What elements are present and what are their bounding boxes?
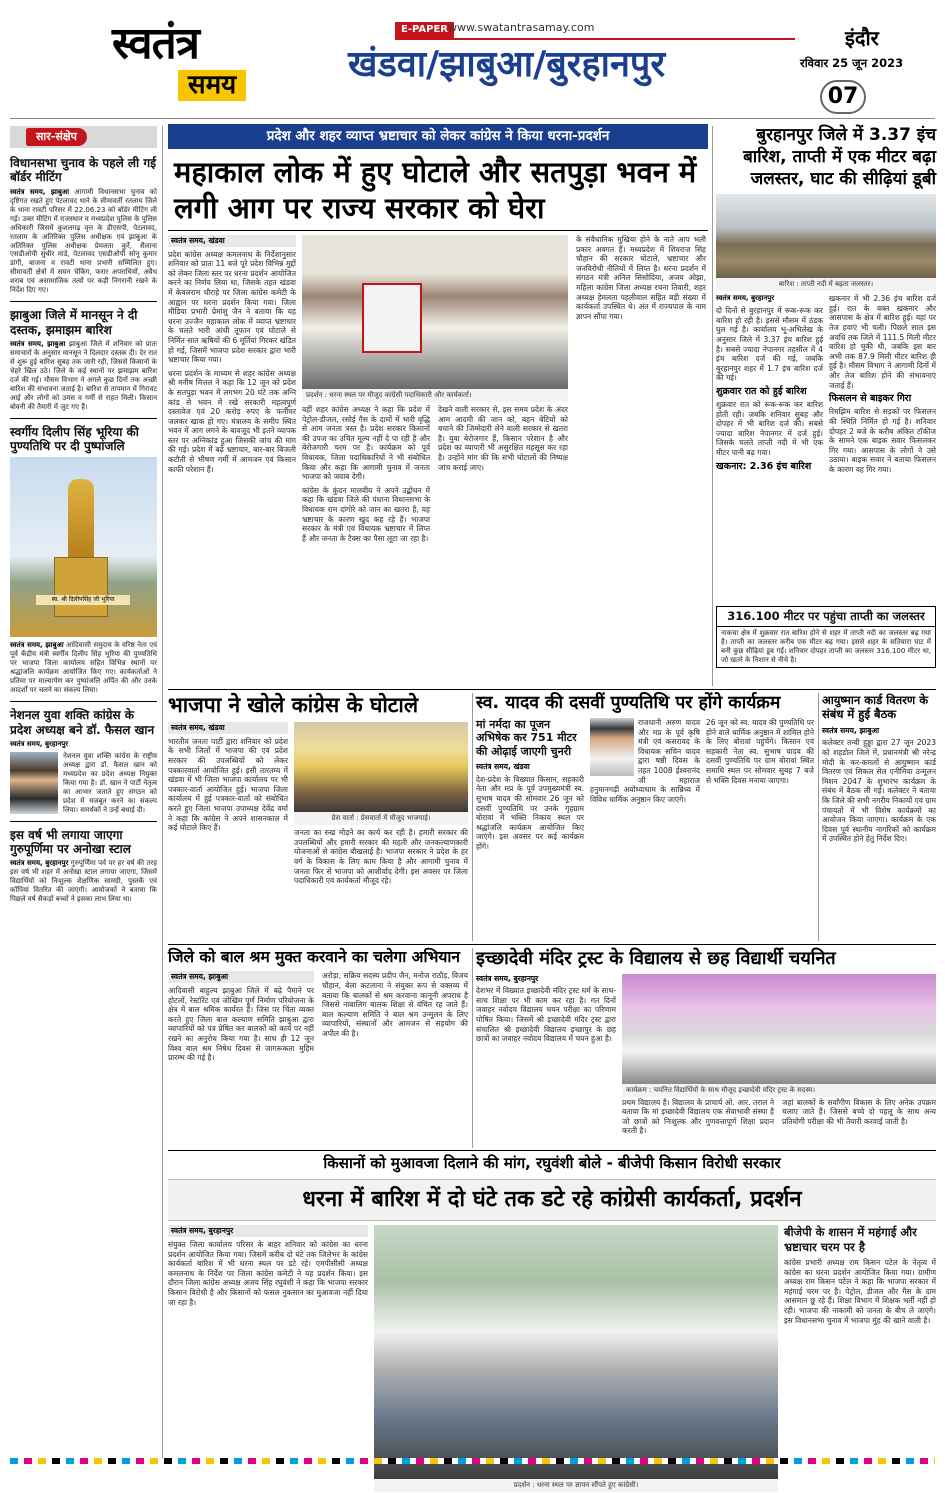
yadav-deck: मां नर्मदा का पूजन अभिषेक कर 751 मीटर की ओढ़ाई जाएगी चुनरी xyxy=(476,718,577,758)
bjp-text-1: भारतीय जनता पार्टी द्वारा शनिवार को प्रदेश के सभी जिलों में भाजपा की एवं प्रदेश सरकार की उपलब्धियों को लेकर पत्रकारवार्ता आयोजित हुई। इसी तारतम्य में खंडवा में भी जिला भाजपा कार्यालय पर भी पत्रकार-वार्ता आयोजित हुई। भाजपा जिला कार्यालय में हुई पत्रकार-वार्ता को संबोधित करते हुए जिला भाजपा उपाध्यक्ष देवेंद्र वर्मा ने कहा कि कांग्रेस ने अपने शासनकाल में कई घोटाले किए हैं। xyxy=(168,736,288,833)
bjp-text-2: जनता का रुख मोड़ने का कार्य कर रही है। हमारी सरकार की उपलब्धियों और हमारी सरकार की महती और जनकल्याणकारी योजनाओं से कांग्रेस बौखलाई है। भाजपा सरकार ने प्रदेश के हर वर्ग के विकास के लिए काम किया है और आगामी चुनाव में जनता फिर से भाजपा को आशीर्वाद देगी। इस अवसर पर जिला पदाधिकारी एवं कार्यकर्ता मौजूद रहे। xyxy=(294,828,468,886)
farmer-subhead: बीजेपी के शासन में महंगाई और भ्रष्टाचार चरम पर है xyxy=(784,1225,917,1254)
yadav-headline: स्व. यादव की दसवीं पुण्यतिथि पर होंगे कार्यक्रम xyxy=(476,693,781,713)
epaper-label: E-PAPER xyxy=(395,22,454,39)
sidebar-s1-body xyxy=(10,188,157,295)
sidebar-s2-body xyxy=(10,340,157,412)
sidebar-s3-title: स्वर्गीय दिलीप सिंह भूरिया की पुण्यतिथि पर दी पुष्पांजलि xyxy=(10,424,139,454)
section-divider xyxy=(168,944,936,945)
sidebar-header xyxy=(10,126,157,148)
bjp-byline: स्वतंत्र समय, खंडवा xyxy=(168,722,288,734)
school-text-3: जहां बालकों के सर्वांगीण विकास के लिए अनेक उपक्रम चलाए जाते हैं। जिससे बच्चे दो पहलू के साथ अन्य प्रतियोगी परीक्षा की भी तैयारी करवाई जाती है। xyxy=(782,1097,936,1126)
rain-text-2: शुक्रवार रात को रूक-रूक कर बारिश होती रही। जबकि शनिवार सुबह और दोपहर में भी बारिश दर्ज की। सबसे ज्यादा बारिश नेपानगर में दर्ज हुई। जिसके चलते ताप्ती नदी में भी एक मीटर पानी बढ़ गया। xyxy=(716,400,823,458)
sidebar-s2-byline: स्वतंत्र समय, झाबुआ xyxy=(10,340,66,348)
lead-text-6: के संवैधानिक मुखिया होने के नाते आप भली प्रकार अवगत हैं। मध्यप्रदेश में शिवराज सिंह चौहान की सरकार घोटाले, भ्रष्टाचार और जनविरोधी नीतियों में लिप्त है। धरना प्रदर्शन में संगठन मंत्री अनिल सिसोदिया, अजय ओझा, महिला कांग्रेस जिला अध्यक्ष रचना तिवारी, शहर अध्यक्ष हेमलता पहलीवाल सहित बड़ी संख्या में कार्यकर्ता उपस्थित थे। अंत में राज्यपाल के नाम ज्ञापन सौंपा गया। xyxy=(576,235,706,321)
bjp-headline: भाजपा ने खोले कांग्रेस के घोटाले xyxy=(168,693,419,717)
farmer-photo-caption: प्रदर्शन : धरना स्थल पर ज्ञापन सौंपते हुए कांग्रेसी। xyxy=(374,1479,778,1492)
lead-headline: महाकाल लोक में हुए घोटाले और सतपुड़ा भवन में लगी आग पर राज्य सरकार को घेरा xyxy=(174,155,697,225)
column-divider xyxy=(472,693,473,941)
divider xyxy=(10,418,157,419)
rain-text-3: खकनार में भी 2.36 इंच बारिश दर्ज हुई। रात के वक्त खकनार और आसपास के क्षेत्र में बारिश हुई। यहां पर तेज हवाएं भी चली। पिछले साल इस अवधि तक जिले में 111.5 मिली मीटर बारिश हो चुकी थी, जबकि इस बार अभी तक 87.9 मिली मीटर बारिश ही हुई है। मौसम विभाग ने आगामी दिनों में और तेज बारिश होने की संभावनाएं जताई हैं। xyxy=(829,294,936,390)
portrait-photo xyxy=(10,752,58,814)
school-text-1: देशभर में विख्यात इच्छादेवी मंदिर ट्रस्ट धर्म के साथ-साथ शिक्षा पर भी काम कर रहा है। गत दिनों जवाहर नवोदय विद्यालय चयन परीक्षा का परिणाम घोषित किया। जिसमें श्री इच्छादेवी मंदिर ट्रस्ट द्वारा संचालित श्री इच्छादेवी विद्यालय इच्छापुर के छह छात्रों का जवाहर नवोदय विद्यालय में चयन हुआ है। xyxy=(476,986,616,1044)
sidebar-s5-body xyxy=(10,859,157,904)
column-divider xyxy=(818,693,819,941)
rain-headline: बुरहानपुर जिले में 3.37 इंच बारिश, ताप्ती में एक मीटर बढ़ा जलस्तर, घाट की सीढ़ियां डूबी xyxy=(743,125,936,190)
lead-text-4: कांग्रेस के कुंदन मालवीय ने अपने उद्बोधन में कहा कि खंडवा जिले की पंधाना विधानसभा के विधायक राम दांगोरे को जान का खतरा है, यह भ्रष्टाचार के कारण खुद कह रहे हैं। भाजपा सरकार के मंत्री एवं विधायक भ्रष्टाचार में लिप्त हैं और जनता के टैक्स का पैसा लूटा जा रहा है। xyxy=(302,485,430,543)
rain-text-4: रिमझिम बारिश से सड़कों पर फिसलन की स्थिति निर्मित हो गई है। शनिवार दोपहर 2 बजे के करीब अंकित टॉकीज के सामने एक बाइक सवार फिसलकर गिर गया। आसपास के लोगों ने उसे उठाया। बाइक सवार ने बताया फिसलन के कारण वह गिर गया। xyxy=(829,407,936,474)
child-labour-story xyxy=(168,948,468,1148)
lead-photo-caption: प्रदर्शन : धरना स्थल पर मौजूद कांग्रेसी पदाधिकारी और कार्यकर्ता। xyxy=(302,389,568,402)
lead-text-2: धरना प्रदर्शन के माध्यम से शहर कांग्रेस अध्यक्ष श्री मनीष मित्तल ने कहा कि 12 जून को प्रदेश के सतपुड़ा भवन में लगभग 20 घंटे तक अग्नि कांड से भवन में रखे सरकारी महत्वपूर्ण दस्तावेज एवं 20 करोड़ रुपए के फर्नीचर जलकर खाक हो गए। मंत्रालय के समीप स्थित भवन में आग लगने के बावजूद भी इतने व्यापक स्तर पर अग्निकांड हुआ जिसकी जांच की मांग की गई। प्रदेश में बढ़े भ्रष्टाचार, बार-बार बिजली कटौती से भीषण गर्मी में आमजन एवं किसान काफी परेशान हैं। xyxy=(168,368,296,474)
divider xyxy=(10,701,157,702)
ayushman-story xyxy=(822,693,936,941)
website-link[interactable]: www.swatantrasamay.com xyxy=(448,21,595,34)
bjp-photo-caption: प्रेस वार्ता : प्रेसवार्ता में मौजूद भाजपाई। xyxy=(294,812,468,825)
child-text-2: अरोड़ा, सक्रिय सदस्य प्रदीप जैन, मनोज राठौड़, विजय चौहान, बेला कटलाना ने संयुक्त रूप से वक्तव्य में बताया कि बालकों से श्रम करवाना कानूनी अपराध है जिससे नाबालिग बालक शिक्षा से वंचित रह जाते हैं। बाल कल्याण समिति ने बाल श्रम उन्मूलन के लिए व्यापारियों, संस्थानों और आमजन से सहयोग की अपील की है। xyxy=(322,971,468,1038)
page-number: 07 xyxy=(820,80,866,114)
masthead xyxy=(0,0,945,118)
bjp-photo xyxy=(294,722,468,812)
ayushman-byline: स्वतंत्र समय, झाबुआ xyxy=(822,725,880,735)
child-text-1: आदिवासी बाहुल्य झाबुआ जिले में बढ़े पैमाने पर होटलों, रेस्टॉरेंट एवं जोखिम पूर्ण निर्माण परियोजना के क्षेत्र में बाल श्रमिक कार्यरत हैं। जिस पर चिंता व्यक्त करते हुए जिला बाल कल्याण समिति झाबुआ द्वारा व्यापारियों को पत्र प्रेषित कर बालकों को कार्य पर नहीं रखने का अनुरोध किया गया है। साथ ही 12 जून विश्व बाल श्रम निषेध दिवस से जागरूकता मुहिम प्रारम्भ की गई है। xyxy=(168,985,314,1063)
sidebar-s1-title: विधानसभा चुनाव के पहले ली गई बॉर्डर मीटिंग xyxy=(10,156,156,185)
school-headline: इच्छादेवी मंदिर ट्रस्ट के विद्यालय से छह विद्यार्थी चयनित xyxy=(476,948,836,969)
column-divider xyxy=(472,948,473,1148)
logo-swatantra: स्वतंत्र xyxy=(112,18,199,69)
ayushman-headline: आयुष्मान कार्ड वितरण के संबंध में हुई बैठक xyxy=(822,693,929,722)
sidebar-s2-title: झाबुआ जिले में मानसून ने दी दस्तक, झमाझम बारिश xyxy=(10,308,138,337)
farmer-text-1: संयुक्त जिला कार्यालय परिसर के बाहर शनिवार को कांग्रेस का धरना प्रदर्शन आयोजित किया गया। जिसमें करीब दो घंटे तक जिलेभर के कांग्रेस कार्यकर्ता बारिश में भी धरना स्थल पर डटे रहे। एमपीसीसी अध्यक्ष कमलनाथ के निर्देश पर जिला कांग्रेस कमेटी ने यह प्रदर्शन किया। इस दौरान जिला कांग्रेस अध्यक्ष अजय सिंह रघुवंशी ने कहा कि भाजपा सरकार किसान विरोधी है और किसानों को फसल नुकसान का मुआवजा नहीं दिया जा रहा है। xyxy=(168,1239,368,1307)
rain-sub-2: खकनार: 2.36 इंच बारिश xyxy=(716,460,812,472)
sidebar-s3-text: आदिवासी समुदाय के वरिष्ठ नेता एवं पूर्व केंद्रीय मंत्री स्वर्गीय दिलीप सिंह भूरिया की पुण्यतिथि पर भाजपा जिला कार्यालय सहित विभिन्न स्थानों पर श्रद्धांजलि कार्यक्रम आयोजित किए गए। कार्यकर्ताओं ने प्रतिमा पर माल्यार्पण कर पुष्पांजलि अर्पित की और उनके आदर्शों पर चलने का संकल्प लिया। xyxy=(10,641,157,695)
lead-text-5: देखने वाली सरकार से, इस समय प्रदेश के अंदर आम आदमी की जान को, बहन बेटियों को बचाने की जिम्मेदारी लेने वाली सरकार से खतरा है। युवा बेरोजगार हैं, किसान परेशान है और प्रदेश का व्यापारी भी असुरक्षित महसूस कर रहा है। उन्होंने मांग की कि सभी घोटालों की निष्पक्ष जांच कराई जाए। xyxy=(438,405,568,472)
sidebar-s4-byline: स्वतंत्र समय, बुरहानपुर xyxy=(10,739,69,748)
section-divider xyxy=(168,689,936,690)
sidebar-s2-text: झाबुआ जिले में शनिवार को प्रातः समाचारों के अनुसार मानसून ने दिलदार दस्तक दी। देर रात से शुरू हुई बारिश सुबह तक जारी रही, जिससे किसानों के चेहरे खिल उठे। जिले के कई स्थानों पर झमाझम बारिश दर्ज की गई। मौसम विभाग ने अगले कुछ दिनों तक अच्छी बारिश की संभावना जताई है। बारिश से तापमान में गिरावट आई और लोगों को उमस व गर्मी से राहत मिली। किसान बोवनी की तैयारी में जुट गए हैं। xyxy=(10,340,157,411)
yadav-text-3: 26 जून को स्व. यादव की पुण्यतिथि पर होने वाले धार्मिक अनुष्ठान में शामिल होने के लिए बोरावां पहुंचेंगे। किसान एवं सहकारी नेता स्व. सुभाष यादव की दसवीं पुण्यतिथि पर ग्राम बोरावां स्थित समाधि स्थल पर सोमवार सुबह 7 बजे से भक्ति दिवस मनाया जाएगा। xyxy=(706,718,814,785)
yadav-portrait xyxy=(590,718,634,776)
sidebar-s4-text: नेशनल युवा शक्ति कांग्रेस के राष्ट्रीय अध्यक्ष द्वारा डॉ. फैसल खान को मध्यप्रदेश का प्रदेश अध्यक्ष नियुक्त किया गया है। डॉ. खान ने पार्टी नेतृत्व का आभार जताते हुए संगठन को प्रदेश में मजबूत करने का संकल्प लिया। समर्थकों ने उन्हें बधाई दी। xyxy=(63,751,157,814)
sidebar-s5-title: इस वर्ष भी लगाया जाएगा गुरुपूर्णिमा पर अनोखा स्टाल xyxy=(10,827,131,856)
sidebar-s5-byline: स्वतंत्र समय, बुरहानपुर xyxy=(10,859,69,868)
sidebar-s1-text: आगामी विधानसभा चुनाव को दृष्टिगत रखते हुए पेटलावद थाने के सीमावर्ती रतलाम जिले के थाना रावटी परिसर में 22.06.23 को बॉर्डर मीटिंग ली गई। उक्त मीटिंग में राजस्थान व मध्यप्रदेश पुलिस के पुलिस अधिकारी जिसमें कुशलगढ़ वृत्त के डीएसपी, पेटलावद, रतलाम के अतिरिक्त पुलिस अधीक्षक एवं झाबुआ के अतिरिक्त पुलिस अधीक्षक प्रेमलता कुर्रे, सैलाना एसडीओपी सुधीर मांडे, पेटलावद एसडीओपी सोनू कुमार डांगी, बाजना व रावटी थाना प्रभारी सम्मिलित हुए। सीमावर्ती क्षेत्रों में सघन चेकिंग, फरार अपराधियों, अवैध शराब एवं असामाजिक तत्वों पर कड़ी निगरानी रखने के निर्देश दिए गए। xyxy=(10,187,157,295)
issue-date: रविवार 25 जून 2023 xyxy=(800,56,904,70)
school-col-3 xyxy=(782,1098,936,1146)
farmer-byline: स्वतंत्र समय, बुरहानपुर xyxy=(168,1225,368,1237)
city-name: इंदौर xyxy=(845,26,879,50)
rain-story xyxy=(716,124,936,686)
child-headline: जिले को बाल श्रम मुक्त करवाने का चलेगा अभियान xyxy=(168,948,460,966)
rain-box xyxy=(716,606,936,668)
lead-col-1 xyxy=(168,235,296,675)
sidebar-s4-title: नेशनल युवा शक्ति कांग्रेस के प्रदेश अध्यक्ष बने डॉ. फैसल खान xyxy=(10,708,155,737)
print-color-bar xyxy=(10,1458,935,1464)
farmer-photo xyxy=(374,1225,778,1479)
bjp-story xyxy=(168,693,468,941)
edition-name: खंडवा/झाबुआ/बुरहानपुर xyxy=(348,44,666,85)
ayushman-text: कलेक्टर तन्वी हुड्डा द्वारा 27 जून 2023 को शहडोल जिले में, प्रधानमंत्री श्री नरेन्द्र मोदी के कर-कमलों से आयुष्मान कार्ड वितरण एवं सिकल सेल एनीमिया उन्मूलन मिशन 2047 के शुभारंभ कार्यक्रम के संबंध में बैठक ली गई। कलेक्टर ने बताया कि जिले की सभी नगरीय निकायों एवं ग्राम पंचायतों में भी विशेष कार्यक्रमों का आयोजन किया जाएगा। कार्यक्रम के एक दिवस पूर्व स्थानीय नागरिकों को कार्यक्रम में उपस्थित होने हेतु निर्देश दिए। xyxy=(822,738,936,844)
child-byline: स्वतंत्र समय, झाबुआ xyxy=(168,971,314,983)
masthead-bottom-rule xyxy=(10,118,935,119)
sidebar-s3-byline: स्वतंत्र समय, झाबुआ xyxy=(10,641,64,650)
lead-byline: स्वतंत्र समय, खंडवा xyxy=(168,235,296,247)
sidebar xyxy=(10,126,157,1464)
sidebar-header-label: सार-संक्षेप xyxy=(26,128,87,146)
sidebar-s4-byline-row xyxy=(10,740,157,749)
farmer-headline: धरना में बारिश में दो घंटे तक डटे रहे कांग्रेसी कार्यकर्ता, प्रदर्शन xyxy=(168,1179,936,1221)
divider xyxy=(168,230,708,231)
statue-plaque: स्व. श्री दिलीपसिंह जी भूरिया xyxy=(36,595,130,605)
farmer-text-2: कांग्रेस प्रभारी अध्यक्ष राम किसन पटेल के नेतृत्व में कांग्रेस का धरना प्रदर्शन आयोजित किया गया। ग्रामीण अध्यक्ष राम किसन पटेल ने कहा कि भाजपा सरकार में महंगाई चरम पर है। पेट्रोल, डीजल और गैस के दाम आसमान छू रहे हैं। शिक्षा विभाग में शिक्षक भर्ती नहीं हो रही। भाजपा की नाकामी को जनता के बीच ले जाएंगे। इस विधानसभा चुनाव में भाजपा मुंह की खाने वाली है। xyxy=(784,1258,936,1325)
river-photo xyxy=(716,194,936,278)
lead-col-2 xyxy=(302,405,430,675)
masthead-rule xyxy=(395,38,795,40)
yadav-byline: स्वतंत्र समय, खंडवा xyxy=(476,762,530,772)
school-photo-caption: कार्यक्रम : चयनित विद्यार्थियों के साथ मौजूद इच्छादेवी मंदिर ट्रस्ट के सदस्य। xyxy=(622,1084,936,1097)
school-story xyxy=(476,948,936,1148)
school-text-2: प्रथम विद्यालय है। विद्यालय के प्राचार्य ओ. आर. तराल ने बताया कि मां इच्छादेवी विद्यालय एक सेवाभावी संस्था है जो छात्रों को निःशुल्क और गुणवत्तापूर्ण शिक्षा प्रदान करती है। xyxy=(622,1097,774,1136)
section-divider xyxy=(168,1150,936,1151)
rain-sub-3: फिसलन से बाइकर गिरा xyxy=(829,393,912,405)
lead-col-3 xyxy=(438,405,568,675)
school-col-2 xyxy=(622,1098,774,1146)
lead-kicker: प्रदेश और शहर व्याप्त भ्रष्टाचार को लेकर कांग्रेस ने किया धरना-प्रदर्शन xyxy=(168,124,708,149)
statue-photo xyxy=(10,457,157,637)
lead-photo xyxy=(302,235,568,389)
sidebar-divider xyxy=(162,126,163,1464)
logo-samay: समय xyxy=(178,70,246,101)
lead-story xyxy=(168,124,708,684)
farmer-kicker: किसानों को मुआवजा दिलाने की मांग, रघुवंशी बोले - बीजेपी किसान विरोधी सरकार xyxy=(323,1154,781,1172)
school-photo xyxy=(622,974,936,1084)
sidebar-s5-text: गुरुपूर्णिमा पर्व पर हर वर्ष की तरह इस वर्ष भी शहर में अनोखा स्टाल लगाया जाएगा, जिसमें विद्यार्थियों को निःशुल्क शैक्षणिक सामग्री, पुस्तकें एवं कॉपियां वितरित की जाएंगी। आयोजकों ने बताया कि पिछले वर्ष सैकड़ों बच्चों ने इसका लाभ लिया था। xyxy=(10,859,157,904)
yadav-story xyxy=(476,693,814,941)
yadav-text-2: राजधानी अरुण यादव और मप्र के पूर्व कृषि मंत्री एवं कसरावद के विधायक सचिन यादव द्वारा षष्ठी दिवस के तहत 1008 ईश्वरानंद जी महाराज हनुमानगढ़ी अयोध्याधाम के सान्निध्य में विविध धार्मिक अनुष्ठान किए जाएंगे। xyxy=(590,718,700,804)
rain-box-text: नाकचा क्षेत्र में शुक्रवार रात बारिश होने से शहर में ताप्ती नदी का जलस्तर बढ़ गया है। ताप्ती का जलस्तर करीब एक मीटर बढ़ गया। इससे शहर के सतियारा घाट में बनी कुछ सीढ़ियां डूब गईं। शनिवार दोपहर ताप्ती का जलस्तर 316.100 मीटर था, जो खतरे के निशान से नीचे है। xyxy=(721,628,931,664)
lead-text-3: वहीं शहर कांग्रेस अध्यक्ष ने कहा कि प्रदेश में पेट्रोल-डीजल, रसोई गैस के दामों में भारी वृद्धि से आम जनता त्रस्त है। प्रदेश सरकार किसानों की उपज का उचित मूल्य नहीं दे पा रही है और बेरोजगारी चरम पर है। कार्यक्रम को पूर्व विधायक, जिला पदाधिकारियों ने भी संबोधित किया और कहा कि आगामी चुनाव में जनता भाजपा को जवाब देगी। xyxy=(302,405,430,482)
sidebar-s1-byline: स्वतंत्र समय, झाबुआ xyxy=(10,187,70,196)
rain-text-1: दो दिनों से बुरहानपुर में रूक-रूक कर बारिश हो रही है। इससे मौसम में ठंडक घुल गई है। कार्यालय भू-अभिलेख के अनुसार जिले में 3.37 इंच बारिश हुई है। सबसे ज्यादा नेपानगर तहसील में 4 इंच बारिश दर्ज की गई, जबकि बुरहानपुर शहर में 1.7 इंच बारिश दर्ज की गई। xyxy=(716,306,823,383)
statue-pedestal xyxy=(54,557,108,617)
rain-sub-1: शुक्रवार रात को हुई बारिश xyxy=(716,385,807,397)
lead-photo-banner xyxy=(362,283,422,353)
divider xyxy=(10,821,157,822)
lead-text-1: प्रदेश कांग्रेस अध्यक्ष कमलनाथ के निर्देशानुसार शनिवार को प्रातः 11 बजे पूरे प्रदेश विभिन्न मुद्दों को लेकर जिला स्तर पर धरना प्रदर्शन आयोजित करने का निर्णय लिया था, जिसके तहत खंडवा में केवलराम चौराहे पर जिला कांग्रेस कमेटी के आह्वान पर धरना प्रदर्शन किया गया। जिला मीडिया प्रभारी प्रेमांशु जैन ने बताया कि यह धरना उज्जैन महाकाल लोक में व्याप्त भ्रष्टाचार के चलते भारी आंधी तूफान एवं घोटाले से निर्मित सात ऋषियों की 6 मूर्तियां गिरकर खंडित हो गई, जिसमें भाजपा प्रदेश सरकार द्वारा भारी भ्रष्टाचार किया गया। xyxy=(168,249,296,365)
school-byline: स्वतंत्र समय, बुरहानपुर xyxy=(476,973,539,983)
yadav-text-1: देश-प्रदेश के विख्यात किसान, सहकारी नेता और मप्र के पूर्व उपमुख्यमंत्री स्व. सुभाष यादव की सोमवार 26 जून को दसवीं पुण्यतिथि पर उनके गृहग्राम बोरावां में भक्ति निकाय स्थल पर श्रद्धांजलि कार्यक्रम आयोजित किए जाएंगे। इस अवसर पर कई कार्यक्रम होंगे। xyxy=(476,774,584,851)
rain-photo-caption: बारिश : ताप्ती नदी में बढ़ता जलस्तर। xyxy=(716,278,936,291)
farmer-col-1 xyxy=(168,1225,368,1493)
rain-byline: स्वतंत्र समय, बुरहानपुर xyxy=(716,294,775,303)
farmer-story xyxy=(168,1152,936,1490)
sidebar-s3-body xyxy=(10,641,157,695)
farmer-col-2 xyxy=(784,1225,936,1493)
rain-box-title: 316.100 मीटर पर पहुंचा ताप्ती का जलस्तर xyxy=(717,607,935,627)
statue-figure xyxy=(68,479,94,559)
school-col-1 xyxy=(476,974,616,1146)
lead-col-4 xyxy=(576,235,706,675)
divider xyxy=(10,301,157,302)
column-divider xyxy=(712,126,713,686)
